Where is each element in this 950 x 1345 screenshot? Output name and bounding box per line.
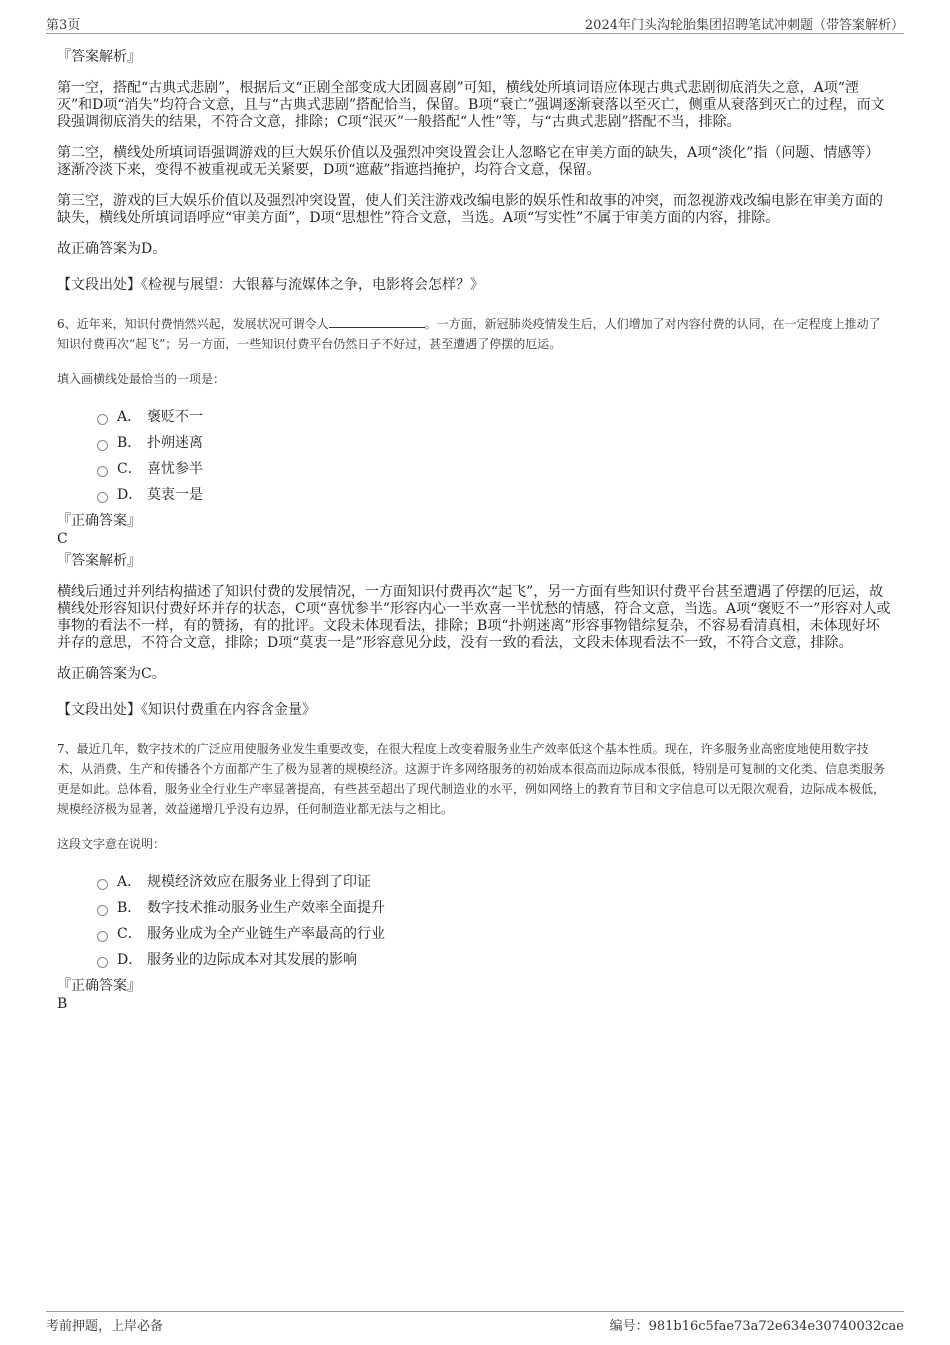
q5-source: 【文段出处】《检视与展望：大银幕与流媒体之争，电影将会怎样？》 [57, 277, 484, 293]
q6-analysis: 横线后通过并列结构描述了知识付费的发展情况，一方面知识付费再次“起飞”，另一方面有些知识付费平台甚至遭遇了停摆的厄运，故横线处形容知识付费好坏并存的状态，C项“喜忧参半”形容内心一半欢喜一半忧愁的情感，符合文意，当选。A项“褒贬不一”形容对人或事物的看法不一样，有的赞扬，有的批评。文段未体现看法，排除；B项“扑朔迷离”形容事物错综复杂，不容易看清真相，未体现好坏并存的意思，不符合文意，排除；D项“莫衷一是”形容意见分歧，没有一致的看法，文段未体现看法不一致，不符合文意，排除。 [57, 584, 891, 651]
q5-analysis-p3: 第三空，游戏的巨大娱乐价值以及强烈冲突设置，使人们关注游戏改编电影的娱乐性和故事的冲突，而忽视游戏改编电影在审美方面的缺失，横线处所填词语呼应“审美方面”，D项“思想性”符合文意，当选。A项“写实性”不属于审美方面的内容，排除。 [57, 193, 883, 226]
q5-analysis-label: 『答案解析』 [57, 49, 141, 65]
radio-icon[interactable] [97, 440, 108, 451]
q7-options [97, 869, 892, 973]
footer-slogan: 考前押题，上岸必备 [46, 1319, 164, 1334]
option-text: 服务业的边际成本对其发展的影响 [147, 952, 357, 968]
q6-option-a[interactable] [97, 404, 892, 430]
option-text: 数字技术推动服务业生产效率全面提升 [147, 900, 385, 916]
option-text: 服务业成为全产业链生产率最高的行业 [147, 926, 385, 942]
q6-options [97, 404, 892, 508]
radio-icon[interactable] [97, 414, 108, 425]
q5-analysis-p2: 第二空，横线处所填词语强调游戏的巨大娱乐价值以及强烈冲突设置会让人忽略它在审美方面的缺失，A项“淡化”指（问题、情感等）逐渐冷淡下来，变得不被重视或无关紧要，D项“遮蔽”指遮挡掩护，均符合文意，保留。 [57, 145, 880, 178]
q6-conclusion: 故正确答案为C。 [57, 666, 166, 682]
document-body [57, 48, 892, 1013]
page-footer [46, 1311, 904, 1332]
page-number: 第3页 [46, 18, 81, 33]
q6-prompt: 填入画横线处最恰当的一项是： [57, 372, 226, 386]
radio-icon[interactable] [97, 879, 108, 890]
option-letter: B． [117, 900, 142, 916]
option-letter: D． [117, 952, 143, 968]
q6-answer: C [57, 531, 68, 547]
q7-option-a[interactable] [97, 869, 892, 895]
q7-answer-label: 『正确答案』 [57, 978, 141, 994]
radio-icon[interactable] [97, 905, 108, 916]
option-text: 规模经济效应在服务业上得到了印证 [147, 874, 371, 890]
q7-prompt: 这段文字意在说明： [57, 837, 166, 851]
q5-conclusion: 故正确答案为D。 [57, 241, 167, 257]
document-title: 2024年门头沟轮胎集团招聘笔试冲刺题（带答案解析） [584, 18, 904, 33]
option-text: 扑朔迷离 [147, 435, 203, 451]
radio-icon[interactable] [97, 466, 108, 477]
radio-icon[interactable] [97, 492, 108, 503]
option-letter: A． [117, 409, 142, 425]
option-letter: A． [117, 874, 142, 890]
option-letter: D． [117, 487, 143, 503]
q7-stem: 7、最近几年，数字技术的广泛应用使服务业发生重要改变，在很大程度上改变着服务业生产效率低这个基本性质。现在，许多服务业高密度地使用数字技术，从消费、生产和传播各个方面都产生了极为显著的规模经济。这源于许多网络服务的初始成本很高而边际成本很低，特别是可复制的文化类、信息类服务更是如此。总体看，服务业全行业生产率显著提高，有些甚至超出了现代制造业的水平，例如网络上的教育节目和文字信息可以无限次观看，边际成本极低，规模经济极为显著，效益递增几乎没有边界，任何制造业都无法与之相比。 [57, 742, 886, 816]
page-header [46, 14, 904, 34]
q6-option-d[interactable] [97, 482, 892, 508]
q7-option-b[interactable] [97, 895, 892, 921]
option-letter: B． [117, 435, 142, 451]
q6-source: 【文段出处】《知识付费重在内容含金量》 [57, 702, 316, 718]
q6-option-c[interactable] [97, 456, 892, 482]
q6-blank [329, 315, 425, 328]
option-letter: C． [117, 461, 142, 477]
q7-option-d[interactable] [97, 947, 892, 973]
q6-option-b[interactable] [97, 430, 892, 456]
q6-stem-a: 6、近年来，知识付费悄然兴起，发展状况可谓令人 [57, 317, 329, 331]
option-letter: C． [117, 926, 142, 942]
option-text: 褒贬不一 [147, 409, 203, 425]
q7-answer: B [57, 996, 68, 1012]
q7-option-c[interactable] [97, 921, 892, 947]
radio-icon[interactable] [97, 957, 108, 968]
document-id: 编号：981b16c5fae73a72e634e30740032cae [609, 1319, 904, 1334]
q6-analysis-label: 『答案解析』 [57, 553, 141, 569]
q6-stem [57, 314, 892, 354]
q6-stem-b: 。一方面，新冠肺炎疫情发生后，人们增加了对内容付费的认同，在一定程度上推动了知识付费再次“起飞”；另一方面，一些知识付费平台仍然日子不好过，甚至遭遇了停摆的厄运。 [57, 317, 881, 351]
option-text: 莫衷一是 [147, 487, 203, 503]
q5-analysis-p1: 第一空，搭配“古典式悲剧”，根据后文“正剧全部变成大团圆喜剧”可知，横线处所填词语应体现古典式悲剧彻底消失之意，A项“湮灭”和D项“消失”均符合文意，且与“古典式悲剧”搭配恰当，保留。B项“衰亡”强调逐渐衰落以至灭亡，侧重从衰落到灭亡的过程，而文段强调彻底消失的结果，不符合文意，排除；C项“泯灭”一般搭配“人性”等，与“古典式悲剧”搭配不当，排除。 [57, 80, 885, 130]
q6-answer-label: 『正确答案』 [57, 513, 141, 529]
radio-icon[interactable] [97, 931, 108, 942]
option-text: 喜忧参半 [147, 461, 203, 477]
